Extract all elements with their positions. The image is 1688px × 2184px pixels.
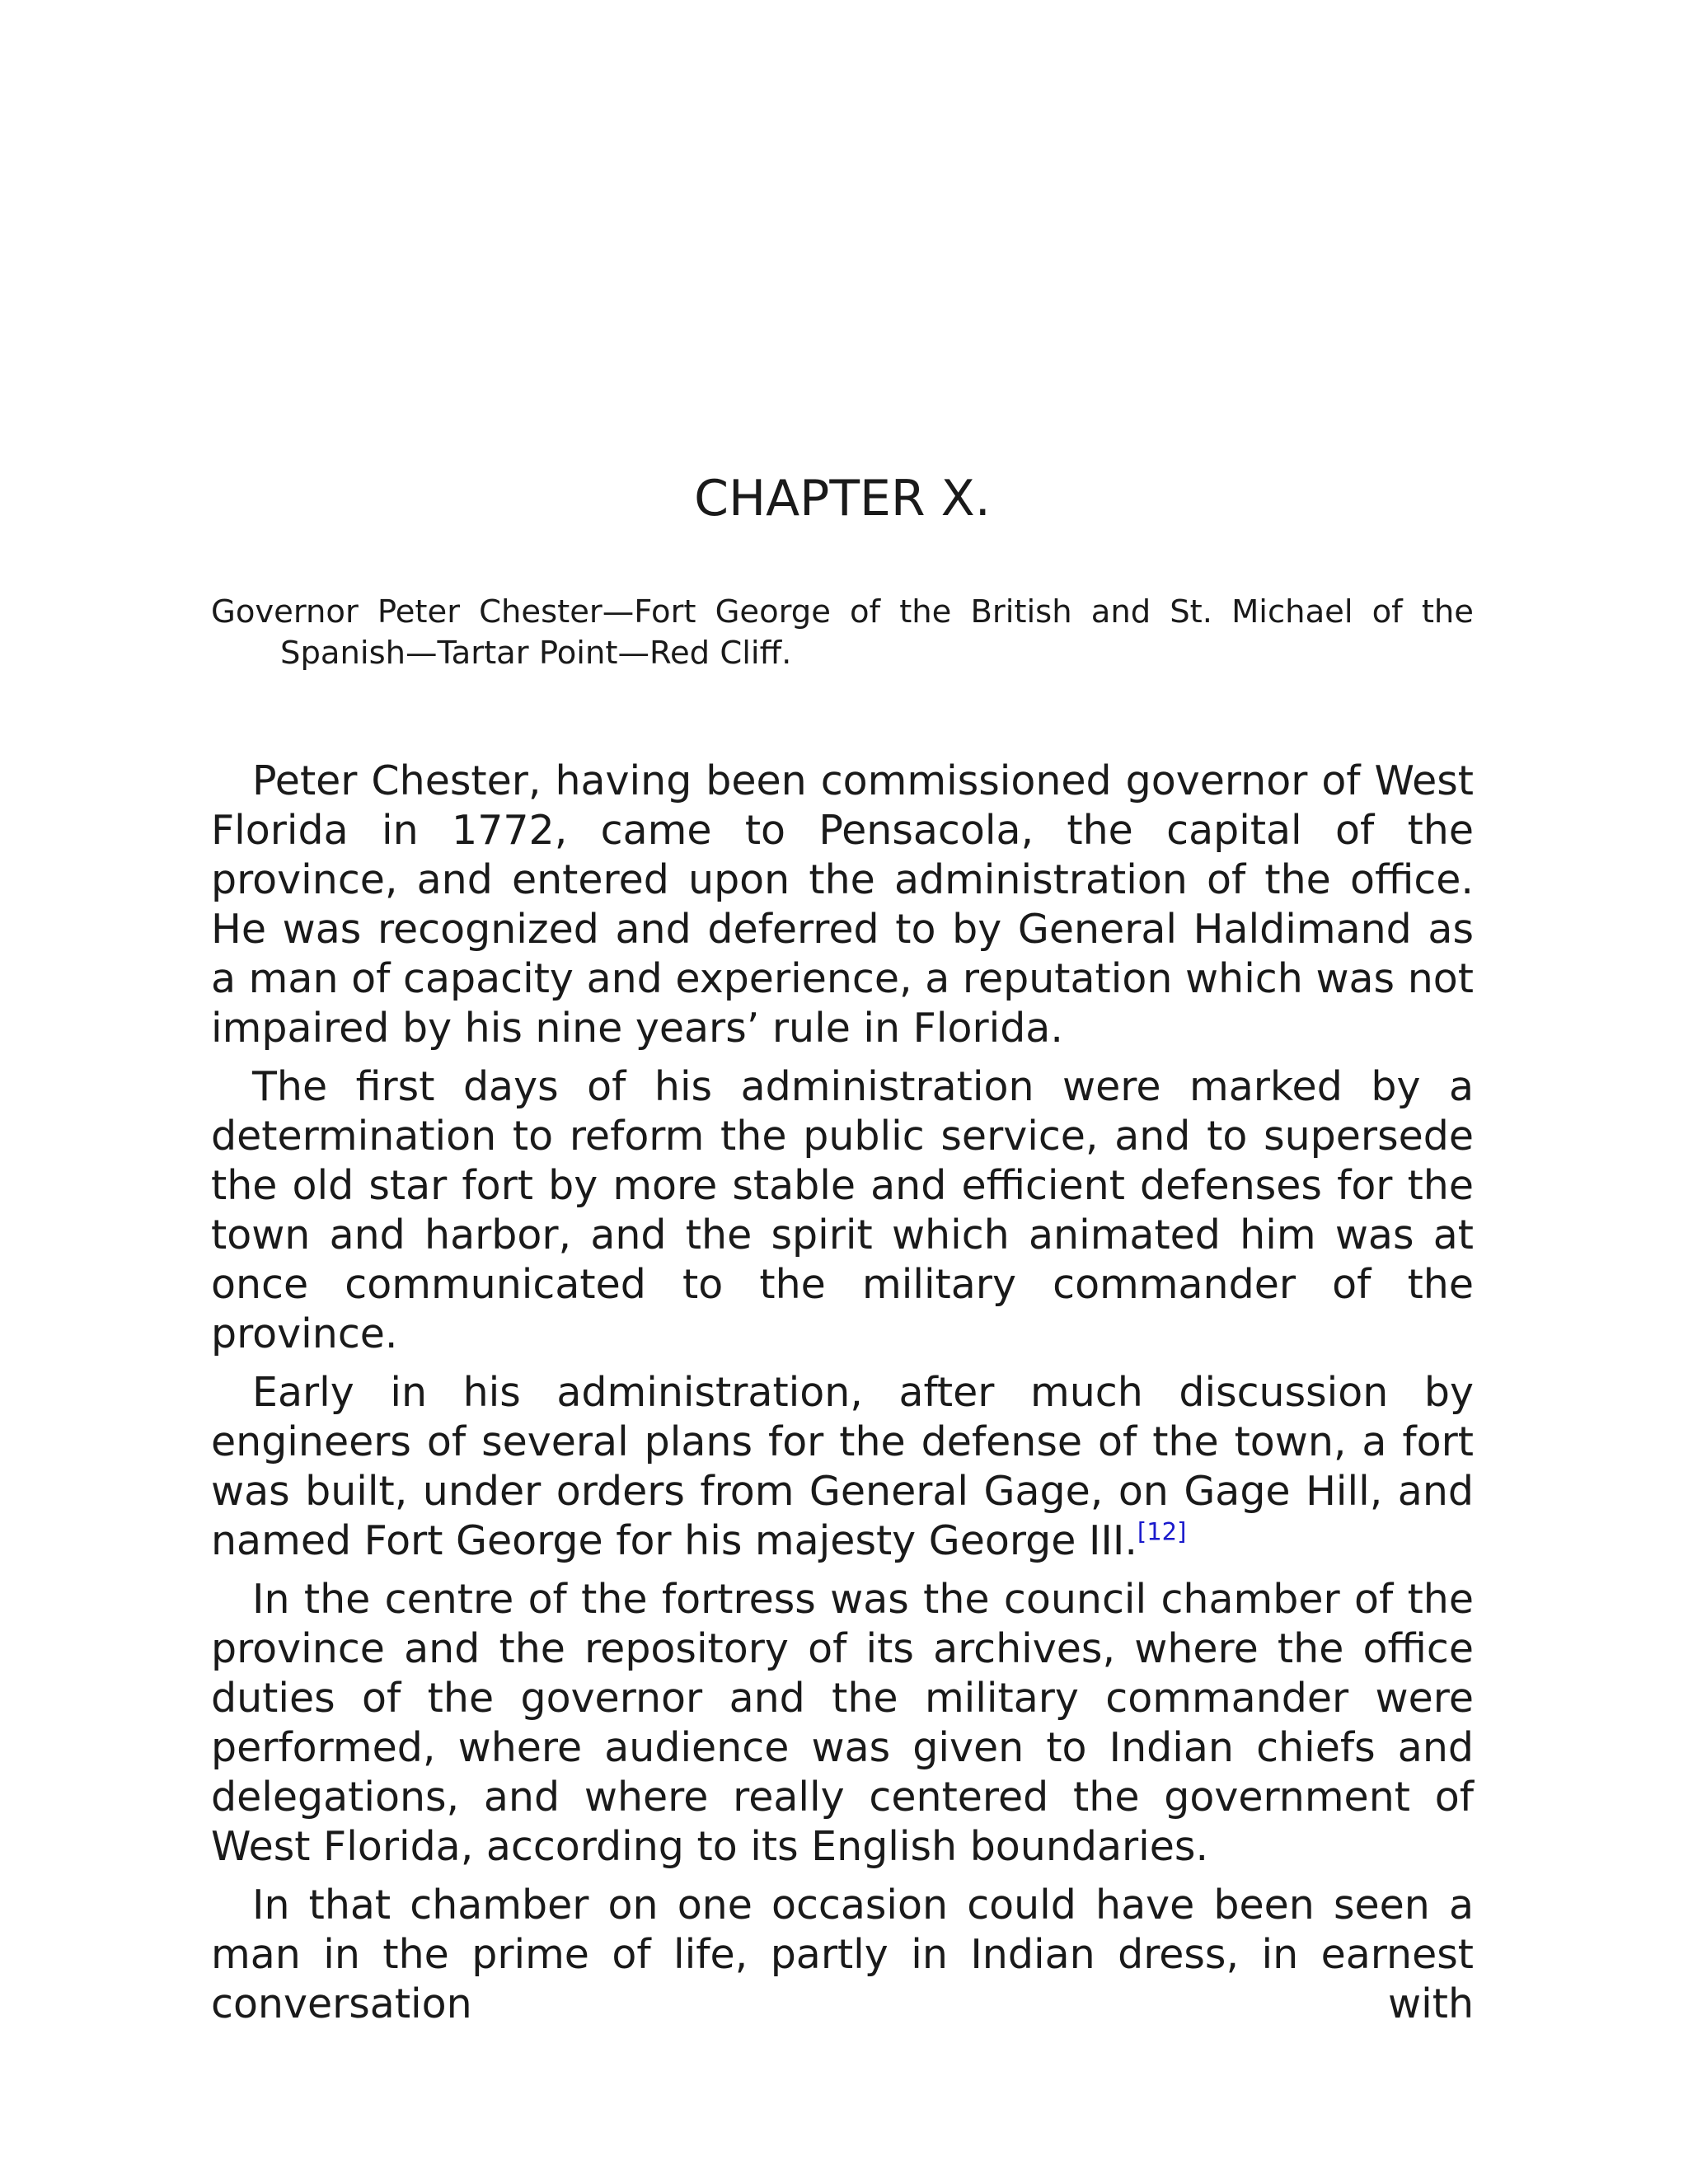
paragraph-2: The first days of his administration were marked by a determination to reform the public service, and to supersede the old star fort by more stable and efficient defenses for the town and harbor, and the spirit which animated him was at once communicated to the military commander of the province.	[211, 1063, 1474, 1357]
chapter-body	[211, 757, 1474, 2038]
paragraph-3	[211, 1368, 1474, 1566]
chapter-summary: Governor Peter Chester—Fort George of the British and St. Michael of the Spanish—Tartar Point—Red Cliff.	[211, 593, 1474, 672]
paragraph-1: Peter Chester, having been commissioned governor of West Florida in 1772, came to Pensacola, the capital of the province, and entered upon the administration of the office. He was recognized and deferred to by General Haldimand as a man of capacity and experience, a reputation which was not impaired by his nine years’ rule in Florida.	[211, 757, 1474, 1052]
footnote-link-12[interactable]: [12]	[1137, 1517, 1187, 1546]
paragraph-3-text: Early in his administration, after much discussion by engineers of several plans for the defense of the town, a fort was built, under orders from General Gage, on Gage Hill, and named Fort George for his majesty George III.	[211, 1369, 1474, 1564]
chapter-title: CHAPTER X.	[694, 470, 991, 527]
paragraph-5: In that chamber on one occasion could have been seen a man in the prime of life, partly in Indian dress, in earnest conversation with	[211, 1882, 1474, 2027]
paragraph-4: In the centre of the fortress was the council chamber of the province and the repository of its archives, where the office duties of the governor and the military commander were performed, where audience was given to Indian chiefs and delegations, and where really centered the government of West Florida, according to its English boundaries.	[211, 1576, 1474, 1870]
